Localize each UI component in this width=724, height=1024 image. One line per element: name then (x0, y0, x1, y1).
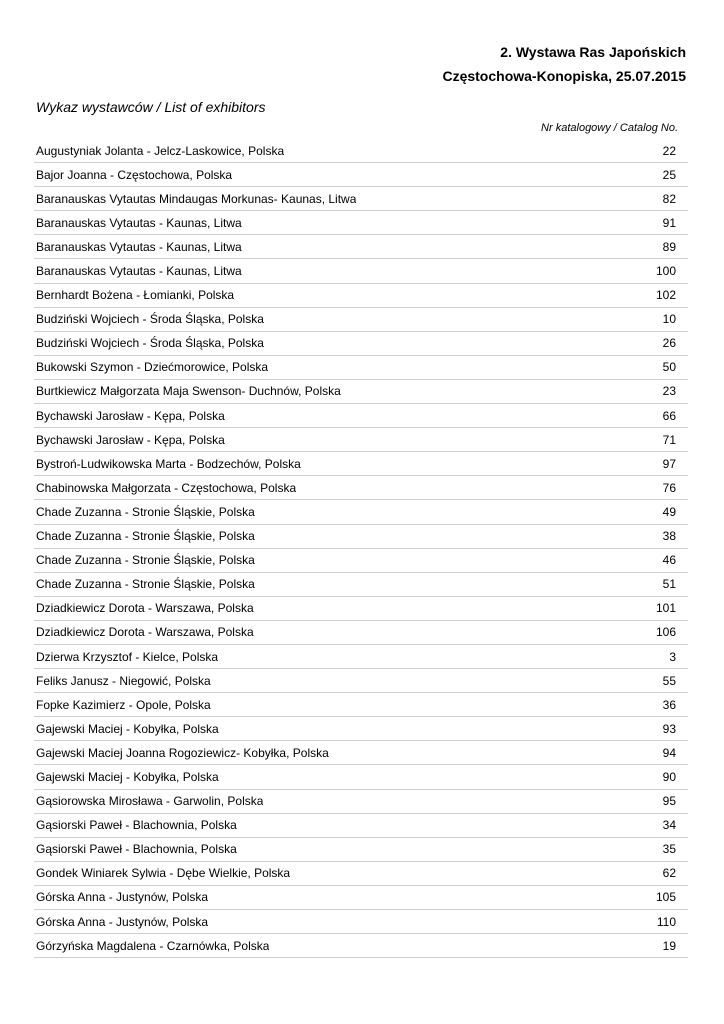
exhibitor-name: Bernhardt Bożena - Łomianki, Polska (36, 288, 235, 303)
list-item (34, 476, 688, 500)
list-item (34, 500, 688, 524)
list-item (34, 235, 688, 259)
list-item (34, 573, 688, 597)
exhibitor-name: Gajewski Maciej - Kobyłka, Polska (36, 769, 219, 784)
catalog-number: 23 (662, 384, 676, 399)
catalog-number: 105 (655, 890, 676, 905)
catalog-number: 95 (662, 794, 676, 809)
catalog-number: 50 (662, 360, 676, 375)
list-item (34, 597, 688, 621)
list-item (34, 332, 688, 356)
list-item (34, 790, 688, 814)
list-item (34, 910, 688, 934)
list-item (34, 621, 688, 645)
catalog-number: 51 (662, 577, 676, 592)
list-item (34, 525, 688, 549)
list-item (34, 428, 688, 452)
catalog-number: 3 (669, 649, 676, 664)
title-block (442, 40, 686, 88)
exhibitor-name: Chade Zuzanna - Stronie Śląskie, Polska (36, 553, 255, 568)
catalog-number: 66 (662, 408, 676, 423)
list-item (34, 669, 688, 693)
list-item (34, 308, 688, 332)
list-item (34, 452, 688, 476)
exhibitor-name: Bystroń-Ludwikowska Marta - Bodzechów, Polska (36, 456, 301, 471)
list-item (34, 838, 688, 862)
exhibitor-name: Bajor Joanna - Częstochowa, Polska (36, 167, 233, 182)
list-item (34, 211, 688, 235)
exhibitor-name: Fopke Kazimierz - Opole, Polska (36, 697, 211, 712)
catalog-number: 82 (662, 191, 676, 206)
catalog-number: 62 (662, 866, 676, 881)
list-item (34, 187, 688, 211)
catalog-number-header: Nr katalogowy / Catalog No. (541, 122, 678, 134)
list-item (34, 862, 688, 886)
catalog-number: 91 (662, 215, 676, 230)
exhibitor-name: Baranauskas Vytautas - Kaunas, Litwa (36, 215, 242, 230)
exhibitor-name: Feliks Janusz - Niegowić, Polska (36, 673, 211, 688)
exhibitor-list (34, 139, 688, 958)
catalog-number: 102 (655, 288, 676, 303)
list-item (34, 814, 688, 838)
list-item (34, 549, 688, 573)
exhibitor-name: Gondek Winiarek Sylwia - Dębe Wielkie, Polska (36, 866, 291, 881)
exhibitor-name: Bychawski Jarosław - Kępa, Polska (36, 432, 225, 447)
catalog-number: 25 (662, 167, 676, 182)
list-item (34, 163, 688, 187)
catalog-number: 71 (662, 432, 676, 447)
catalog-number: 19 (662, 938, 676, 953)
catalog-number: 110 (656, 914, 676, 929)
exhibitor-name: Bychawski Jarosław - Kępa, Polska (36, 408, 225, 423)
exhibitor-name: Chade Zuzanna - Stronie Śląskie, Polska (36, 504, 255, 519)
catalog-number: 46 (662, 553, 676, 568)
catalog-number: 35 (662, 842, 676, 857)
list-item (34, 886, 688, 910)
exhibitor-name: Gąsiorski Paweł - Blachownia, Polska (36, 842, 237, 857)
page-title: 2. Wystawa Ras Japońskich (500, 44, 686, 60)
catalog-number: 26 (662, 336, 676, 351)
catalog-number: 100 (655, 264, 676, 279)
catalog-number: 94 (662, 745, 676, 760)
event-location-date: Częstochowa-Konopiska, 25.07.2015 (442, 68, 686, 84)
exhibitor-name: Baranauskas Vytautas Mindaugas Morkunas- Kaunas, Litwa (36, 191, 357, 206)
exhibitor-name: Górzyńska Magdalena - Czarnówka, Polska (36, 938, 270, 953)
list-item (34, 693, 688, 717)
exhibitor-name: Gajewski Maciej Joanna Rogoziewicz- Kobyłka, Polska (36, 745, 329, 760)
exhibitor-name: Dziadkiewicz Dorota - Warszawa, Polska (36, 601, 254, 616)
exhibitor-name: Chade Zuzanna - Stronie Śląskie, Polska (36, 529, 255, 544)
exhibitor-name: Baranauskas Vytautas - Kaunas, Litwa (36, 264, 242, 279)
list-item (34, 380, 688, 404)
list-item (34, 741, 688, 765)
catalog-number: 90 (662, 769, 676, 784)
exhibitor-name: Gąsiorowska Mirosława - Garwolin, Polska (36, 794, 264, 809)
catalog-number: 89 (662, 239, 676, 254)
exhibitor-name: Dziadkiewicz Dorota - Warszawa, Polska (36, 625, 254, 640)
list-item (34, 645, 688, 669)
list-item (34, 356, 688, 380)
catalog-number: 97 (662, 456, 676, 471)
list-item (34, 139, 688, 163)
exhibitor-name: Baranauskas Vytautas - Kaunas, Litwa (36, 239, 242, 254)
catalog-number: 101 (655, 601, 676, 616)
catalog-number: 38 (662, 529, 676, 544)
list-item (34, 934, 688, 958)
exhibitor-name: Chabinowska Małgorzata - Częstochowa, Polska (36, 480, 297, 495)
exhibitor-name: Budziński Wojciech - Środa Śląska, Polska (36, 312, 264, 327)
exhibitor-name: Górska Anna - Justynów, Polska (36, 890, 209, 905)
list-item (34, 404, 688, 428)
catalog-number: 36 (662, 697, 676, 712)
catalog-number: 10 (662, 312, 676, 327)
list-item (34, 717, 688, 741)
exhibitor-name: Bukowski Szymon - Dziećmorowice, Polska (36, 360, 269, 375)
exhibitor-name: Chade Zuzanna - Stronie Śląskie, Polska (36, 577, 255, 592)
exhibitor-name: Augustyniak Jolanta - Jelcz-Laskowice, Polska (36, 143, 285, 158)
catalog-number: 34 (662, 818, 676, 833)
catalog-number: 76 (662, 480, 676, 495)
list-item (34, 284, 688, 308)
catalog-number: 106 (655, 625, 676, 640)
section-title: Wykaz wystawców / List of exhibitors (36, 99, 266, 115)
exhibitor-name: Budziński Wojciech - Środa Śląska, Polska (36, 336, 264, 351)
catalog-number: 55 (662, 673, 676, 688)
exhibitor-name: Górska Anna - Justynów, Polska (36, 914, 209, 929)
exhibitor-name: Burtkiewicz Małgorzata Maja Swenson- Duchnów, Polska (36, 384, 341, 399)
exhibitor-name: Gajewski Maciej - Kobyłka, Polska (36, 721, 219, 736)
catalog-number: 93 (662, 721, 676, 736)
list-item (34, 765, 688, 789)
exhibitor-name: Gąsiorski Paweł - Blachownia, Polska (36, 818, 237, 833)
exhibitor-name: Dzierwa Krzysztof - Kielce, Polska (36, 649, 219, 664)
catalog-number: 22 (662, 143, 676, 158)
catalog-number: 49 (662, 504, 676, 519)
list-item (34, 259, 688, 283)
